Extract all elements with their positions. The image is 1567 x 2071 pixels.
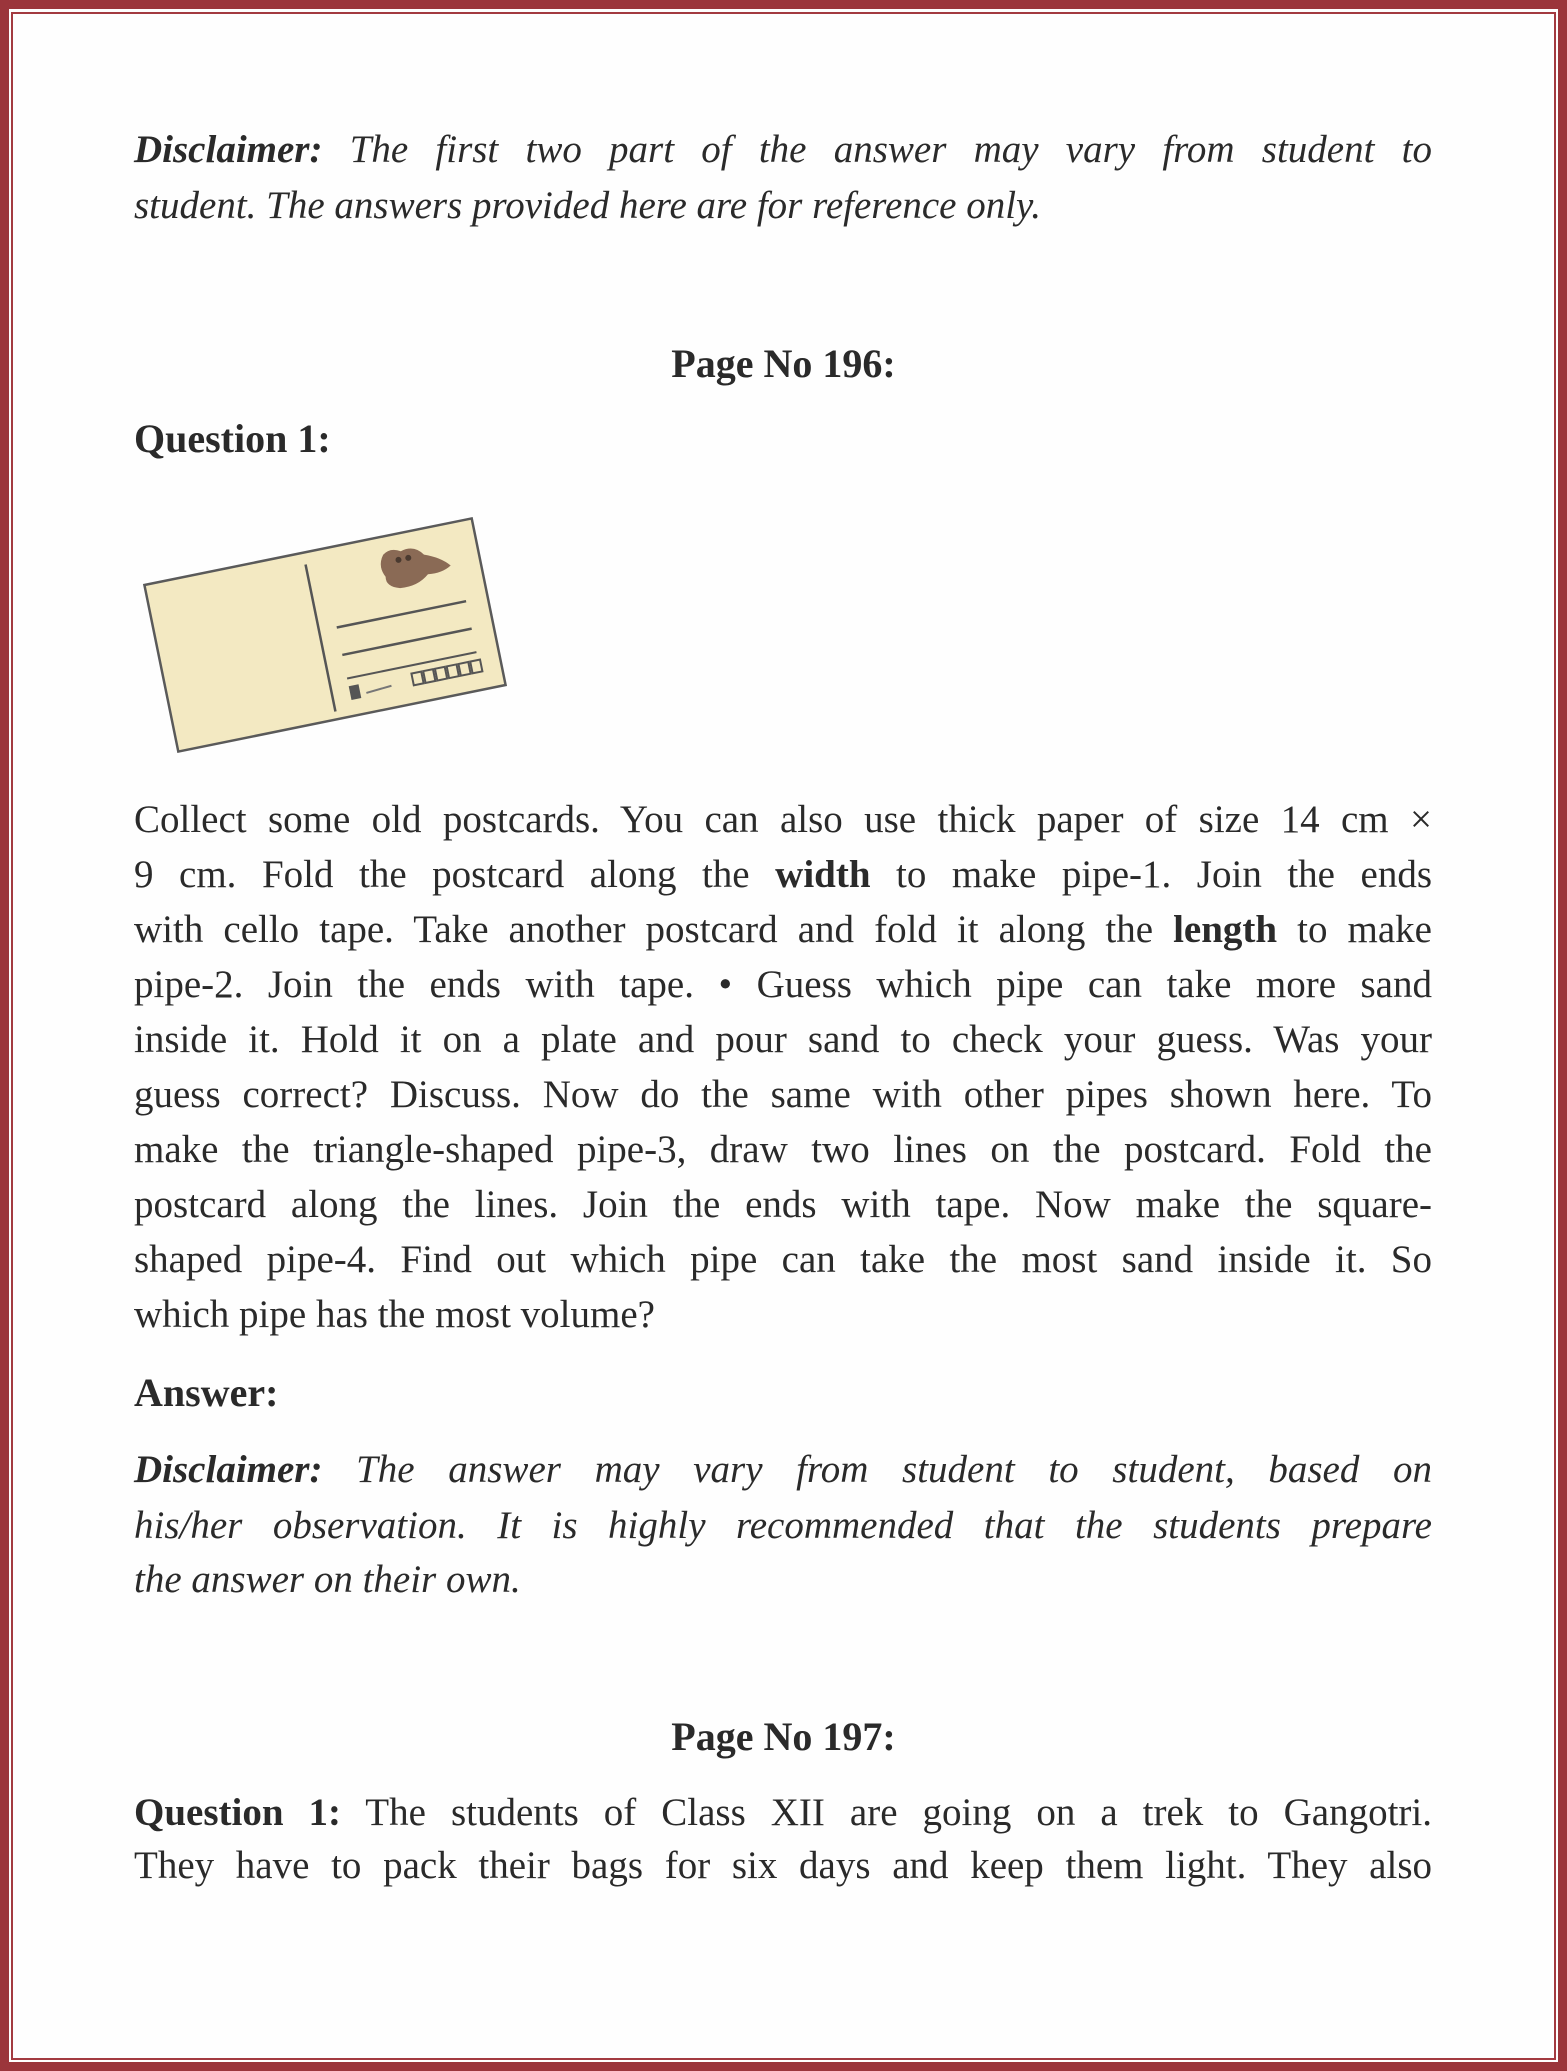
emphasis-length: length [1173,908,1278,951]
emphasis-width: width [775,853,871,896]
postcard-illustration [130,490,520,780]
page-heading-197: Page No 197: [671,1714,896,1759]
question-line-7: make the triangle-shaped pipe-3, draw two lines on the postcard. Fold the [134,1128,1432,1171]
answer-disclaimer-line-2: his/her observation. It is highly recommended that the students prepare [134,1504,1432,1547]
question-line-5: inside it. Hold it on a plate and pour sand to check your guess. Was your [134,1018,1432,1061]
answer-disclaimer-line-3: the answer on their own. [134,1558,521,1601]
question-label-197: Question 1: [134,1791,342,1834]
answer-label: Answer: [134,1370,279,1415]
question-line-8: postcard along the lines. Join the ends with tape. Now make the square- [134,1183,1432,1226]
disclaimer-label: Disclaimer: [134,128,323,171]
question-197-line-2: They have to pack their bags for six days and keep them light. They also [134,1844,1432,1887]
question-line-6: guess correct? Discuss. Now do the same with other pipes shown here. To [134,1073,1432,1116]
question-line-9: shaped pipe-4. Find out which pipe can take the most sand inside it. So [134,1238,1432,1281]
question-line-2: 9 cm. Fold the postcard along the width to make pipe-1. Join the ends [134,853,1432,896]
question-line-10: which pipe has the most volume? [134,1293,655,1336]
question-label-196: Question 1: [134,416,331,461]
page-heading-196: Page No 196: [671,341,896,386]
question-line-4: pipe-2. Join the ends with tape. • Guess which pipe can take more sand [134,963,1432,1006]
question-line-1: Collect some old postcards. You can also use thick paper of size 14 cm × [134,798,1432,841]
intro-disclaimer-line-1: Disclaimer: The first two part of the answer may vary from student to [134,128,1432,171]
intro-disclaimer-line-2: student. The answers provided here are for reference only. [134,184,1041,227]
question-line-3: with cello tape. Take another postcard and fold it along the length to make [134,908,1432,951]
answer-disclaimer-line-1: Disclaimer: The answer may vary from student to student, based on [134,1448,1432,1491]
disclaimer-label: Disclaimer: [134,1448,323,1491]
question-197-line-1: Question 1: The students of Class XII are going on a trek to Gangotri. [134,1791,1432,1834]
